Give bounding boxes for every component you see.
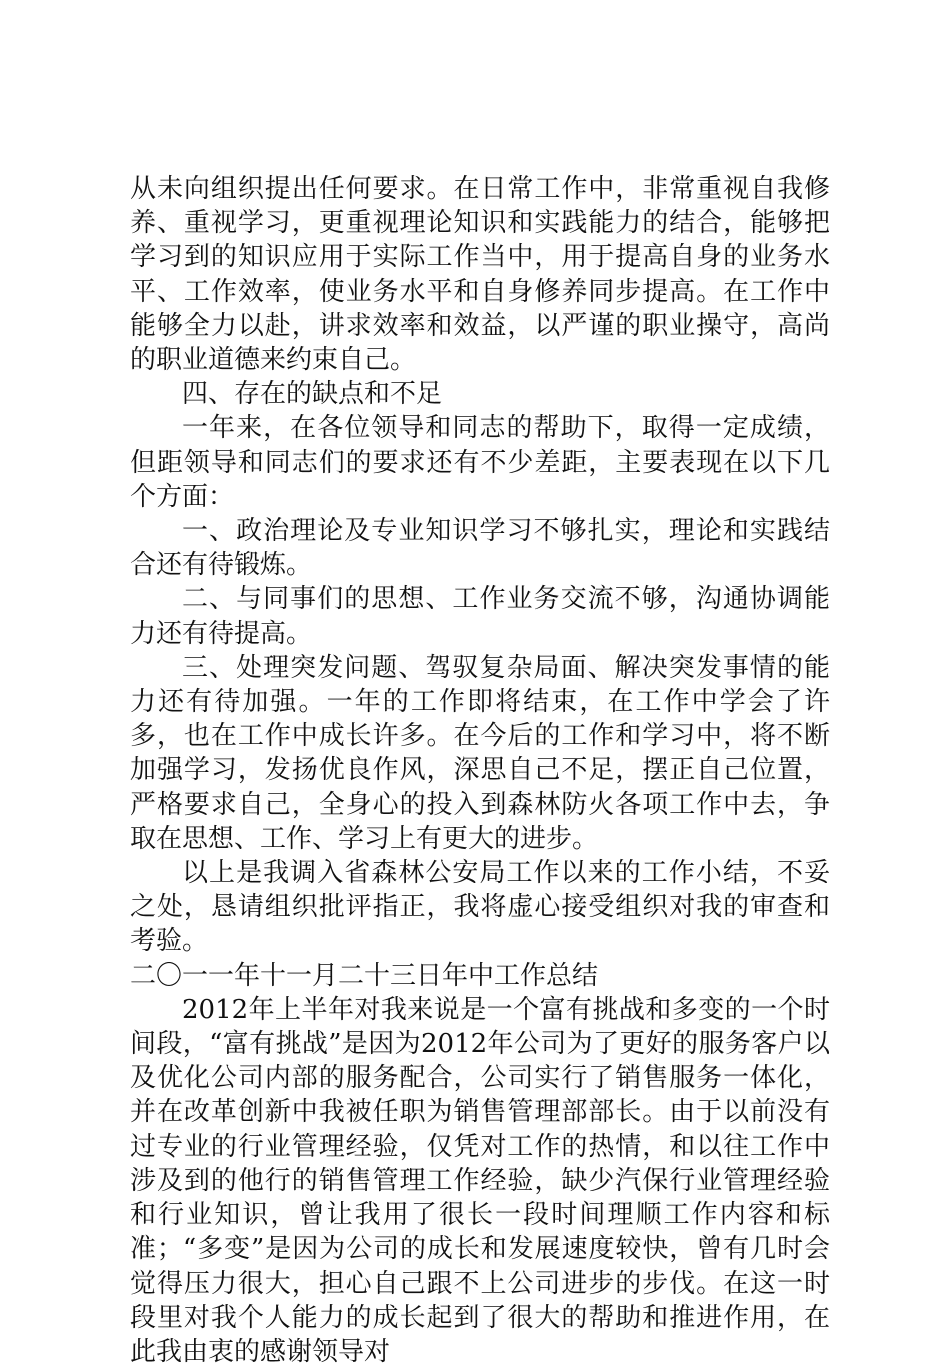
- section-heading-shortcomings: 四、存在的缺点和不足: [182, 379, 443, 410]
- paragraph-shortcoming-one: 一、政治理论及专业知识学习不够扎实，理论和实践结合还有待锻炼。: [130, 516, 830, 581]
- paragraph-2012-summary: 2012年上半年对我来说是一个富有挑战和多变的一个时间段，“富有挑战”是因为2012年公司为了更好的服务客户以及优化公司内部的服务配合，公司实行了销售服务一体化，并在改革创新中我被任职为销售管理部部长。由于以前没有过专业的行业管理经验，仅凭对工作的热情，和以往工作中涉及到的他行的销售管理工作经验，缺少汽保行业管理经验和行业知识，曾让我用了很长一段时间理顺工作内容和标准；“多变”是因为公司的成长和发展速度较快，曾有几时会觉得压力很大，担心自己跟不上公司进步的步伐。在这一时段里对我个人能力的成长起到了很大的帮助和推进作用，在此我由衷的感谢领导对: [130, 994, 830, 1367]
- paragraph-shortcoming-two: 二、与同事们的思想、工作业务交流不够，沟通协调能力还有待提高。: [130, 584, 830, 649]
- paragraph-shortcomings-intro: 一年来，在各位领导和同志的帮助下，取得一定成绩，但距领导和同志们的要求还有不少差距，主要表现在以下几个方面：: [130, 413, 830, 512]
- date-and-title-line: 二〇一一年十一月二十三日年中工作总结: [130, 960, 599, 991]
- paragraph-closing: 以上是我调入省森林公安局工作以来的工作小结，不妥之处，恳请组织批评指正，我将虚心接受组织对我的审查和考验。: [130, 858, 830, 957]
- paragraph-self-cultivation: 从未向组织提出任何要求。在日常工作中，非常重视自我修养、重视学习，更重视理论知识和实践能力的结合，能够把学习到的知识应用于实际工作当中，用于提高自身的业务水平、工作效率，使业务水平和自身修养同步提高。在工作中能够全力以赴，讲求效率和效益，以严谨的职业操守，高尚的职业道德来约束自己。: [130, 174, 830, 376]
- paragraph-shortcoming-three: 三、处理突发问题、驾驭复杂局面、解决突发事情的能力还有待加强。一年的工作即将结束，在工作中学会了许多，也在工作中成长许多。在今后的工作和学习中，将不断加强学习，发扬优良作风，深思自己不足，摆正自己位置，严格要求自己，全身心的投入到森林防火各项工作中去，争取在思想、工作、学习上有更大的进步。: [130, 652, 830, 854]
- document-body: [130, 172, 830, 1369]
